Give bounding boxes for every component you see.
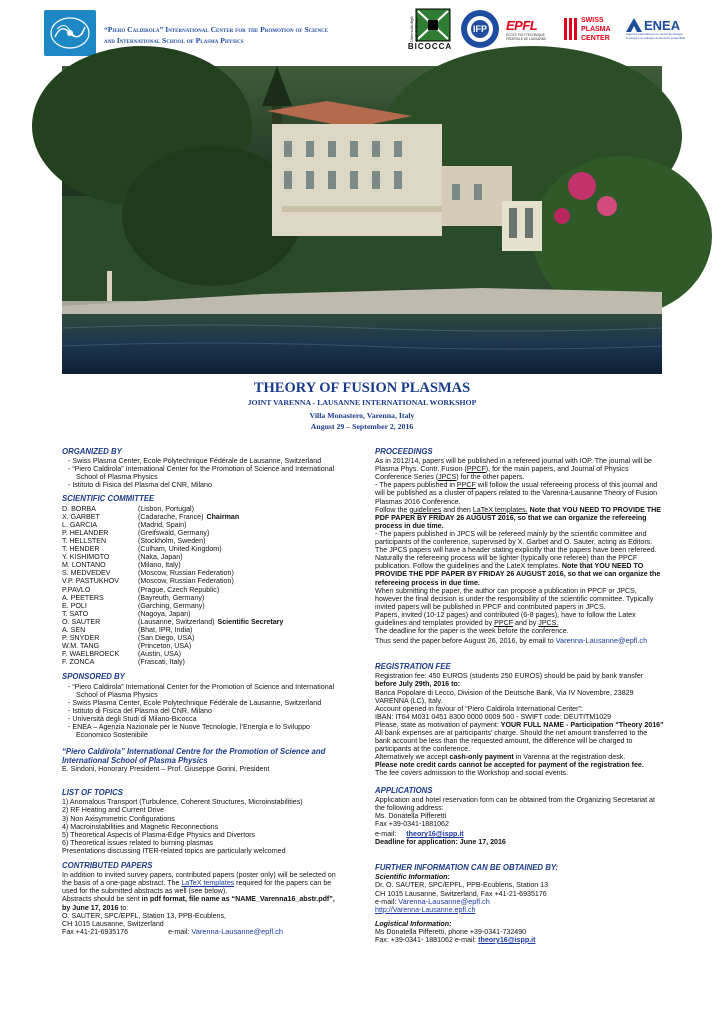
enea-mark-icon bbox=[626, 18, 642, 32]
committee-row bbox=[62, 529, 340, 537]
registration-section bbox=[375, 663, 664, 777]
further-section bbox=[375, 864, 664, 944]
header-title-line2: and International School of Plasma Physics bbox=[104, 36, 244, 45]
committee-name: T. HELLSTEN bbox=[62, 536, 107, 545]
sponsored-item: - “Piero Caldirola” International Center for the Promotion of Science and International School of Plasma Physics bbox=[68, 682, 335, 699]
committee-name: W.M. TANG bbox=[62, 642, 100, 651]
header-title bbox=[104, 24, 404, 46]
committee-name: D. BORBA bbox=[62, 504, 96, 513]
proceedings-p1: As in 2012/14, papers will be published in a refereed journal with IOP. The journal will be Plasma Phys. Contr. Fusion (PPCF), for the main papers, and Journal of Physics Conference Series (JPCS) for the other papers. bbox=[375, 457, 652, 482]
committee-affiliation: (Prague, Czech Republic) bbox=[138, 585, 220, 594]
further-l1: Ms Donatella Pifferetti, phone +39-0341-732490 bbox=[375, 927, 527, 936]
villa-illustration bbox=[62, 66, 662, 374]
header-title-line1: “Piero Caldirola” International Center for the Promotion of Science bbox=[104, 25, 329, 34]
committee-name: P. HELANDER bbox=[62, 528, 109, 537]
dates-text: August 29 – September 2, 2016 bbox=[310, 422, 414, 431]
sponsored-heading: SPONSORED BY bbox=[62, 672, 125, 682]
further-heading: FURTHER INFORMATION CAN BE OBTAINED BY: bbox=[375, 863, 559, 873]
sponsored-item: - Università degli Studi di Milano-Bicocca bbox=[68, 714, 197, 723]
applications-p2: Ms. Donatella Pifferetti bbox=[375, 811, 447, 820]
latex-link[interactable]: LaTeX templates. bbox=[472, 505, 528, 514]
committee-name: P.PAVLO bbox=[62, 585, 91, 594]
committee-name: F. ZONCA bbox=[62, 658, 95, 667]
proceedings-p7: The deadline for the paper is the week before the conference. bbox=[375, 627, 569, 636]
organized-by-section bbox=[62, 448, 340, 489]
committee-name: Y. KISHIMOTO bbox=[62, 553, 110, 562]
committee-affiliation: (Nagoya, Japan) bbox=[138, 609, 191, 618]
sponsored-item: - ENEA – Agenzia Nazionale per le Nuove Tecnologie, l’Energia e lo Sviluppo Economico Sostenibile bbox=[68, 723, 310, 740]
further-logistic-email-link[interactable]: theory16@ispp.it bbox=[478, 935, 536, 944]
topics-section bbox=[62, 789, 340, 855]
registration-p7: Alternatively we accept cash-only payment in Varenna at the registration desk. bbox=[375, 753, 626, 762]
proceedings-p8: Thus send the paper before August 26, 2016, by email to Varenna-Lausanne@epfl.ch bbox=[375, 636, 648, 646]
committee-name: L. GARCIA bbox=[62, 520, 98, 529]
proceedings-p5: When submitting the paper, the author can propose a publication in PPCF or JPCS, however the final decision is under the responsibility of the scientific committee. Typically invited papers will be published in PPCF and contributed papers in JPCS. bbox=[375, 586, 654, 611]
latex-templates-link[interactable]: LaTeX templates bbox=[181, 879, 235, 888]
committee-row bbox=[62, 618, 340, 626]
epfl-text: EPFL bbox=[506, 17, 538, 33]
committee-affiliation: (Naka, Japan) bbox=[138, 553, 183, 562]
committee-name: M. LONTANO bbox=[62, 561, 106, 570]
committee-role: Scientific Secretary bbox=[217, 617, 284, 626]
committee-affiliation: (Stockholm, Sweden) bbox=[138, 536, 206, 545]
organized-item: - Istituto di Fisica del Plasma del CNR, Milano bbox=[68, 481, 212, 490]
bicocca-logo bbox=[404, 6, 456, 52]
committee-name: T. SATO bbox=[62, 609, 89, 618]
ppcf-link[interactable]: PPCF bbox=[494, 618, 514, 627]
committee-name: V.P. PASTUKHOV bbox=[62, 577, 120, 586]
committee-row bbox=[62, 586, 340, 594]
spc-bars-icon bbox=[564, 16, 578, 42]
committee-row bbox=[62, 634, 340, 642]
committee-row bbox=[62, 553, 340, 561]
committee-row bbox=[62, 569, 340, 577]
registration-p2: Banca Popolare di Lecco, Division of the Deutsche Bank, Via IV Novembre, 23829 VARENNA (LC), Italy. bbox=[375, 688, 634, 705]
piero-text: E. Sindoni, Honorary President – Prof. Giuseppe Gorini, President bbox=[62, 765, 270, 774]
committee-row bbox=[62, 505, 340, 513]
committee-affiliation: (Greifswald, Germany) bbox=[138, 528, 210, 537]
committee-role: Chairman bbox=[206, 512, 240, 521]
venue-text: Villa Monastero, Varenna, Italy bbox=[309, 411, 415, 420]
proceedings-p3: Follow the guidelines and then LaTeX templates. Note that YOU NEED TO PROVIDE THE PDF PAPER BY FRIDAY 26 AUGUST 2016, so that we can organize the refereeing process in due time. bbox=[375, 505, 661, 530]
registration-p6: All bank expenses are at participants’ charge. Should the net amount transferred to the bank account be less than the requested amount, the difference will be charged to participants at the conference. bbox=[375, 729, 648, 754]
further-website-link[interactable]: http://Varenna-Lausanne.epfl.ch bbox=[375, 905, 476, 914]
committee-name: A. SEN bbox=[62, 625, 86, 634]
committee-row bbox=[62, 561, 340, 569]
organized-by-heading: ORGANIZED BY bbox=[62, 447, 122, 456]
committee-affiliation: (Austin, USA) bbox=[138, 650, 181, 659]
committee-row bbox=[62, 577, 340, 585]
applications-section bbox=[375, 787, 664, 847]
further-s3: e-mail: Varenna-Lausanne@epfl.ch bbox=[375, 896, 490, 906]
committee-row bbox=[62, 626, 340, 634]
topic-item: 2) RF Heating and Current Drive bbox=[62, 806, 165, 815]
caldirola-logo bbox=[44, 10, 96, 56]
topics-note: Presentations discussing ITER-related topics are particularly welcomed bbox=[62, 846, 286, 855]
piero-section bbox=[62, 747, 340, 773]
committee-section bbox=[62, 495, 340, 666]
committee-affiliation: (Garching, Germany) bbox=[138, 601, 205, 610]
committee-row bbox=[62, 545, 340, 553]
further-l2: Fax: +39-0341- 1881062 e-mail: theory16@ispp.it bbox=[375, 935, 536, 944]
proceedings-p6: Papers, invited (10-12 pages) and contributed (6-8 pages), have to follow the Latex guidelines and templates provided by PPCF and by JPCS. bbox=[375, 610, 636, 627]
bicocca-text: BICOCCA bbox=[407, 41, 453, 51]
committee-row bbox=[62, 650, 340, 658]
committee-row bbox=[62, 602, 340, 610]
proceedings-email-link[interactable]: Varenna-Lausanne@epfl.ch bbox=[555, 636, 648, 646]
registration-p3: Account opened in favour of “Piero Caldirola International Center”: bbox=[375, 704, 583, 713]
workshop-subtitle: JOINT VARENNA - LAUSANNE INTERNATIONAL WORKSHOP bbox=[247, 398, 477, 407]
contributed-heading: CONTRIBUTED PAPERS bbox=[62, 861, 153, 871]
registration-p5: Please, state as motivation of payment: YOUR FULL NAME - Participation "Theory 2016" bbox=[375, 720, 664, 729]
applications-deadline: Deadline for application: June 17, 2016 bbox=[375, 838, 506, 847]
venue-dates bbox=[0, 410, 724, 432]
committee-row bbox=[62, 537, 340, 545]
proceedings-section bbox=[375, 448, 664, 645]
spc-text2: CENTER bbox=[581, 34, 610, 42]
topic-item: 1) Anomalous Transport (Turbulence, Coherent Structures, Microinstabilities) bbox=[62, 798, 303, 807]
committee-name: E. POLI bbox=[62, 601, 87, 610]
villa-photo bbox=[62, 66, 662, 374]
further-s2: CH 1015 Lausanne, Switzerland, Fax +41-21-6935176 bbox=[375, 889, 547, 898]
epfl-subtext: ÉCOLE POLYTECHNIQUE FÉDÉRALE DE LAUSANNE bbox=[506, 32, 547, 41]
spc-text1: SWISS PLASMA bbox=[581, 16, 611, 33]
committee-affiliation: (Lisbon, Portugal) bbox=[138, 504, 194, 513]
guidelines-link[interactable]: guidelines bbox=[409, 505, 442, 514]
enea-logo bbox=[626, 6, 688, 52]
contributed-address2: CH 1015 Lausanne, Switzerland bbox=[62, 919, 164, 928]
further-s1: Dr. O. SAUTER, SPC/EPFL, PPB-Ecublens, Station 13 bbox=[375, 881, 549, 890]
committee-affiliation: (Lausanne, Switzerland) bbox=[138, 617, 215, 626]
topics-heading: LIST OF TOPICS bbox=[62, 788, 123, 798]
sponsored-item: - Istituto di Fisica del Plasma del CNR, Milano bbox=[68, 706, 212, 715]
committee-heading: SCIENTIFIC COMMITTEE bbox=[62, 494, 155, 504]
logistical-info-label: Logistical Information: bbox=[375, 919, 452, 928]
applications-p1: Application and hotel reservation form can be obtained from the Organizing Secretariat at the following address: bbox=[375, 795, 655, 812]
main-title: THEORY OF FUSION PLASMAS bbox=[253, 380, 471, 396]
contributed-address1: O. SAUTER, SPC/EPFL, Station 13, PPB-Ecublens, bbox=[62, 911, 227, 920]
committee-affiliation: (San Diego, USA) bbox=[138, 634, 195, 643]
committee-affiliation: (Bhat, IPR, India) bbox=[138, 625, 193, 634]
proceedings-p2: - The papers published in PPCF will follow the usual refereeing process of this journal and will be published as a cluster of papers related to the Varenna-Lausanne Theory of Fusion Plasmas 2016 Conference. bbox=[375, 481, 658, 506]
proceedings-heading: PROCEEDINGS bbox=[375, 447, 433, 456]
contributed-email-link[interactable]: Varenna-Lausanne@epfl.ch bbox=[191, 926, 283, 936]
committee-name: T. HENDER bbox=[62, 545, 100, 554]
committee-row bbox=[62, 521, 340, 529]
applications-p3: Fax +39-0341-1881062 bbox=[375, 819, 449, 828]
committee-name: S. MEDVEDEV bbox=[62, 569, 111, 578]
bicocca-emblem-icon bbox=[415, 8, 451, 42]
contributed-p1: In addition to invited survey papers, contributed papers (poster only) will be selected on the basis of a one-page abstract. The LaTeX templates required for the papers can be used for the submitted abstracts as well (see below). bbox=[62, 871, 336, 896]
committee-affiliation: (Moscow, Russian Federation) bbox=[138, 569, 234, 578]
jpcs-link[interactable]: JPCS. bbox=[538, 618, 559, 627]
ppcf-link[interactable]: PPCF bbox=[466, 465, 486, 474]
committee-affiliation: (Milano, Italy) bbox=[138, 561, 181, 570]
contributed-section bbox=[62, 862, 340, 936]
scientific-info-label: Scientific Information: bbox=[375, 873, 450, 882]
committee-row bbox=[62, 610, 340, 618]
ifp-logo bbox=[460, 6, 500, 52]
committee-row bbox=[62, 594, 340, 602]
committee-affiliation: (Moscow, Russian Federation) bbox=[138, 577, 234, 586]
registration-p8: Please note credit cards cannot be accepted for payment of the registration fee. bbox=[375, 761, 644, 770]
swirl-icon bbox=[47, 13, 93, 53]
registration-heading: REGISTRATION FEE bbox=[375, 662, 451, 672]
committee-affiliation: (Madrid, Spain) bbox=[138, 520, 187, 529]
topic-item: 4) Macroinstabilities and Magnetic Reconnections bbox=[62, 822, 219, 831]
epfl-logo bbox=[506, 6, 560, 52]
spc-logo bbox=[564, 6, 626, 52]
proceedings-p4: - The papers published in JPCS will be refereed mainly by the scientific committee and participants of the conference, supervised by X. Garbet and O. Sauter, acting as Editors. The JPCS papers will have a header stating explicitly that the papers have been refereed. Naturally the refereeing process will be lighter (typically one referee) than the PPCF publication. Follow the guidelines and the LateX templates. Note that YOU NEED TO PROVIDE THE PDF PAPER BY FRIDAY 26 AUGUST 2016, so that we can organize the refereeing process in due time. bbox=[375, 529, 661, 587]
piero-heading: “Piero Caldirola” International Centre for the Promotion of Science and International School of Plasma Physics bbox=[62, 747, 326, 766]
committee-name: P. SNYDER bbox=[62, 634, 100, 643]
topic-item: 3) Non Axisymmetric Configurations bbox=[62, 814, 175, 823]
enea-text: ENEA bbox=[644, 17, 681, 33]
committee-row bbox=[62, 513, 340, 521]
committee-row bbox=[62, 642, 340, 650]
contributed-p2: Abstracts should be sent in pdf format, file name as “NAME_Varenna16_abstr.pdf”, by June 17, 2016 to: bbox=[62, 895, 335, 912]
registration-p9: The fee covers admission to the Workshop and social events. bbox=[375, 769, 569, 778]
applications-email: e-mail: theory16@ispp.it bbox=[375, 830, 464, 839]
right-column bbox=[375, 448, 664, 944]
committee-affiliation: (Bayreuth, Germany) bbox=[138, 593, 205, 602]
bicocca-top-text: Università degli studi di Milano bbox=[409, 15, 419, 42]
organized-item: - Swiss Plasma Center, Ecole Polytechnique Fédérale de Lausanne, Switzerland bbox=[68, 457, 322, 466]
sponsored-by-section bbox=[62, 673, 340, 739]
topic-item: 5) Theoretical Aspects of Plasma-Edge Physics and Divertors bbox=[62, 830, 256, 839]
applications-heading: APPLICATIONS bbox=[375, 785, 433, 795]
committee-affiliation: (Cadarache, France) bbox=[138, 512, 204, 521]
ppcf-link[interactable]: PPCF bbox=[456, 481, 476, 490]
committee-affiliation: (Frascati, Italy) bbox=[138, 658, 185, 667]
registration-p1: Registration fee: 450 EUROS (students 250 EUROS) should be paid by bank transfer before July 29th, 2016 to: bbox=[375, 672, 644, 689]
committee-name: O. SAUTER bbox=[62, 617, 101, 626]
committee-name: X. GARBET bbox=[62, 512, 100, 521]
applications-email-link[interactable]: theory16@ispp.it bbox=[406, 830, 464, 839]
committee-row bbox=[62, 658, 340, 666]
further-email-link[interactable]: Varenna-Lausanne@epfl.ch bbox=[398, 896, 490, 906]
committee-list bbox=[62, 505, 340, 667]
jpcs-link[interactable]: JPCS bbox=[438, 473, 457, 482]
contributed-fax-email: Fax +41-21-6935176 e-mail: Varenna-Lausanne@epfl.ch bbox=[62, 926, 283, 936]
registration-iban: IBAN: IT64 M031 0451 8300 0000 0009 500 - SWIFT code: DEUTITM1029 bbox=[375, 712, 612, 721]
committee-name: A. PEETERS bbox=[62, 593, 104, 602]
ifp-text: IFP bbox=[472, 24, 487, 34]
committee-affiliation: (Culham, United Kingdom) bbox=[138, 545, 222, 554]
committee-name: F. WAELBROECK bbox=[62, 650, 120, 659]
committee-affiliation: (Princeton, USA) bbox=[138, 642, 192, 651]
sponsored-item: - Swiss Plasma Center, Ecole Polytechnique Fédérale de Lausanne, Switzerland bbox=[68, 698, 322, 707]
left-column bbox=[62, 448, 340, 936]
organized-item: - “Piero Caldirola” International Center for the Promotion of Science and International School of Plasma Physics bbox=[68, 465, 335, 482]
topic-item: 6) Theoretical issues related to burning plasmas bbox=[62, 838, 213, 847]
enea-subtext: Agenzia nazionale per le nuove tecnologie, l'energia e lo sviluppo economico sostenibile bbox=[626, 31, 686, 40]
